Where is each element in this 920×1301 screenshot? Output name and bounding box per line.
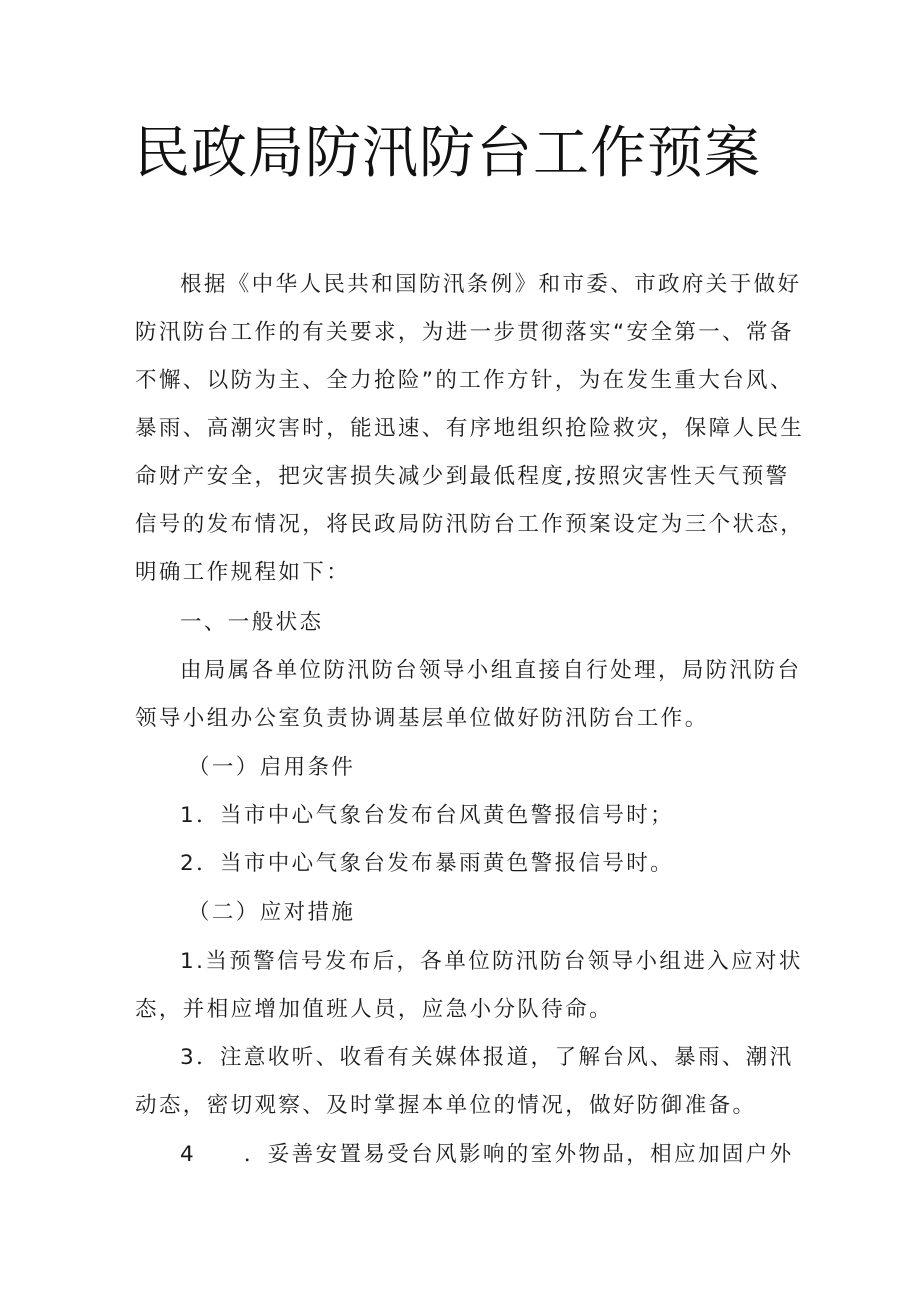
section-heading-general-state: 一、一般状态: [180, 610, 324, 635]
condition-item: 2．当市中心气象台发布暴雨黄色警报信号时。: [180, 851, 675, 876]
subsection-heading-activation-conditions: （一）启用条件: [188, 755, 356, 780]
subsection-heading-response-measures: （二）应对措施: [188, 900, 356, 925]
general-state-paragraph-line: 由局属各单位防汛防台领导小组直接自行处理，局防汛防台: [180, 658, 802, 683]
general-state-paragraph-line: 领导小组办公室负责协调基层单位做好防汛防台工作。: [135, 706, 709, 731]
condition-item: 1．当市中心气象台发布台风黄色警报信号时；: [180, 803, 675, 828]
measure-item-line: 1.当预警信号发布后，各单位防汛防台领导小组进入应对状: [180, 949, 803, 974]
measure-item-line: 3．注意收听、收看有关媒体报道，了解台风、暴雨、潮汛: [180, 1045, 794, 1070]
measure-item-line: 动态，密切观察、及时掌握本单位的情况，做好防御准备。: [135, 1093, 757, 1118]
document-title: 民政局防汛防台工作预案: [134, 121, 761, 186]
intro-paragraph-line: 信号的发布情况，将民政局防汛防台工作预案设定为三个状态，: [135, 512, 805, 537]
measure-item-line: 4 ．妥善安置易受台风影响的室外物品，相应加固户外: [180, 1142, 794, 1167]
intro-paragraph-line: 命财产安全，把灾害损失减少到最低程度,按照灾害性天气预警: [135, 464, 790, 489]
measure-item-line: 态，并相应增加值班人员，应急小分队待命。: [135, 997, 614, 1022]
intro-paragraph-line: 根据《中华人民共和国防汛条例》和市委、市政府关于做好: [180, 272, 802, 297]
intro-paragraph-line: 防汛防台工作的有关要求，为进一步贯彻落实“安全第一、常备: [135, 320, 794, 345]
intro-paragraph-line: 暴雨、高潮灾害时，能迅速、有序地组织抢险救灾，保障人民生: [135, 416, 805, 441]
intro-paragraph-line: 明确工作规程如下：: [135, 560, 351, 585]
intro-paragraph-line: 不懈、以防为主、全力抢险”的工作方针，为在发生重大台风、: [135, 368, 794, 393]
